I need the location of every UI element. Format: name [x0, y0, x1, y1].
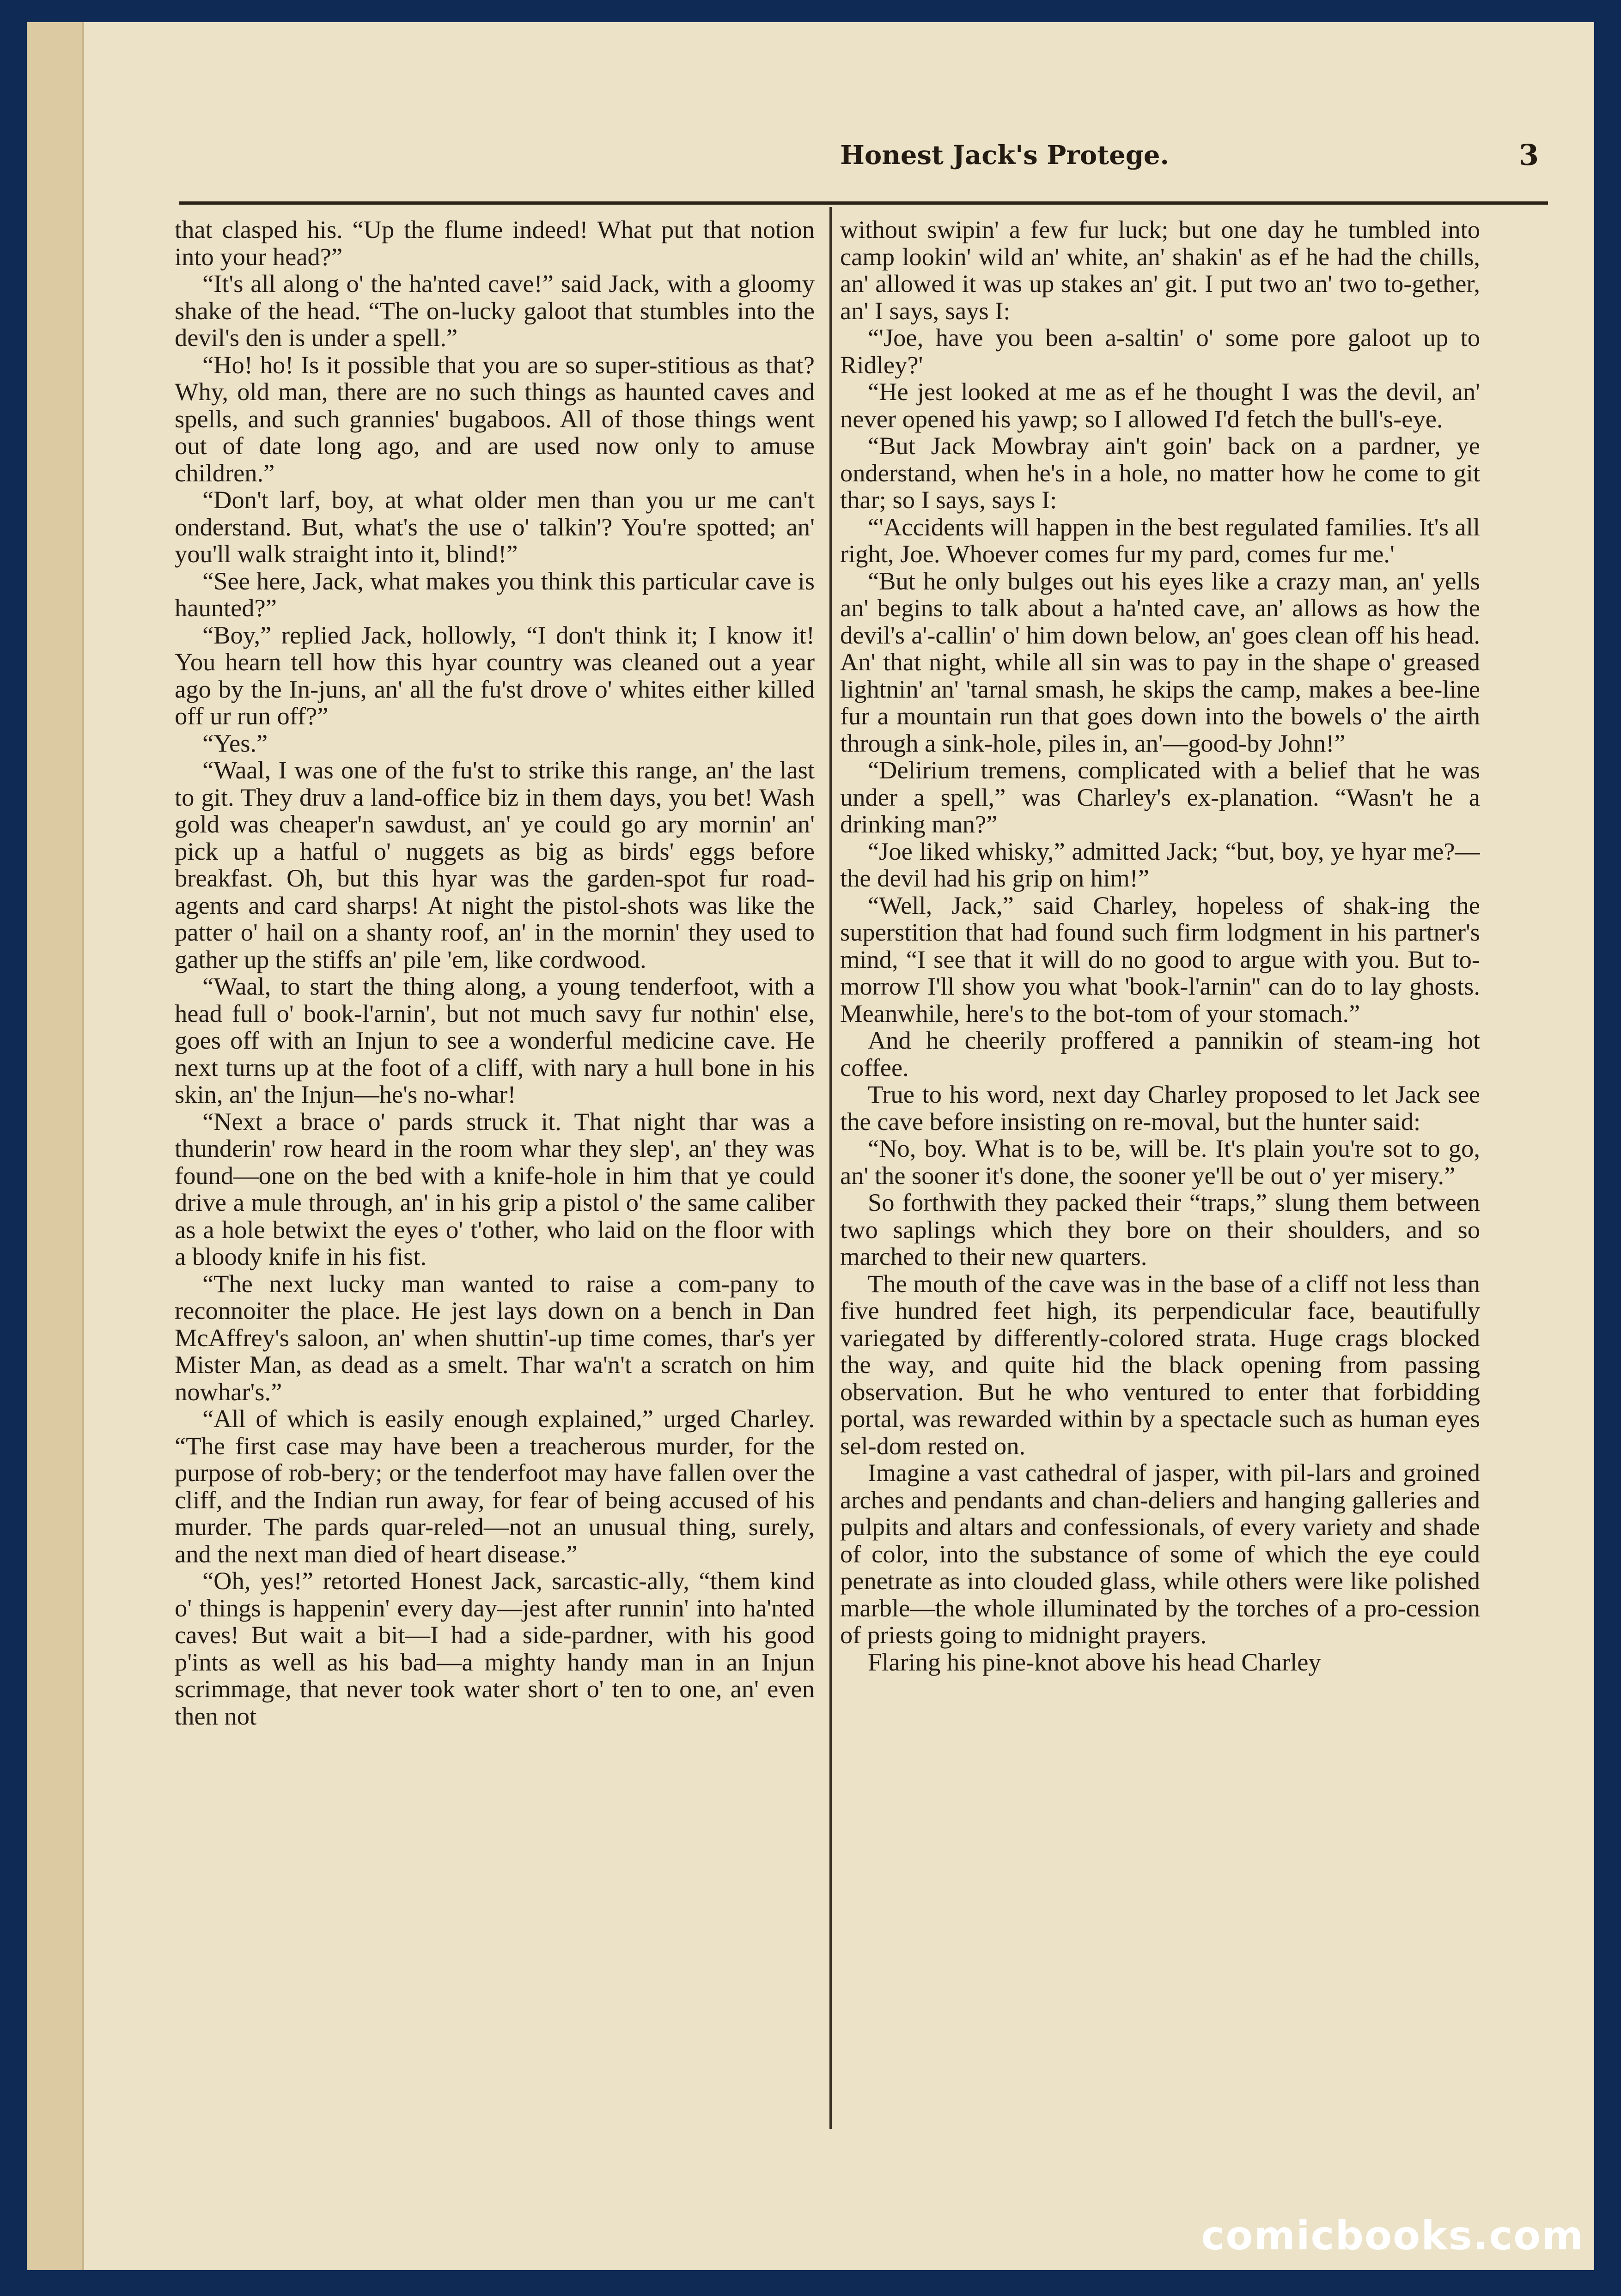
paragraph: “Next a brace o' pards struck it. That night thar was a thunderin' row heard in the room whar they slep', an' they was found—one on the bed with a knife-hole in him that ye could drive a mule through, an' in his grip a pistol o' the same caliber as a hole betwixt the eyes o' t'other, who laid on the floor with a bloody knife in his fist. — [175, 1107, 815, 1270]
paragraph: without swipin' a few fur luck; but one day he tumbled into camp lookin' wild an' white, an' shakin' as ef he had the chills, an' allowed it was up stakes an' git. I put two an' two to-gether, an' I says, says I: — [840, 216, 1480, 325]
paragraph: “No, boy. What is to be, will be. It's plain you're sot to go, an' the sooner it's done, the sooner ye'll be out o' yer misery.” — [840, 1134, 1480, 1190]
paragraph: “Waal, I was one of the fu'st to strike this range, an' the last to git. They druv a land-office biz in them days, you bet! Wash gold was cheaper'n sawdust, an' ye could go ary mornin' an' pick up a hatful o' nuggets as big as birds' eggs before breakfast. Oh, but this hyar was the garden-spot fur road-agents and card sharps! At night the pistol-shots was like the patter o' hail on a shanty roof, an' in the mornin' they used to gather up the stiffs an' pile 'em, like cordwood. — [175, 756, 815, 973]
paragraph: “But Jack Mowbray ain't goin' back on a pardner, ye onderstand, when he's in a hole, no matter how he come to git thar; so I says, says I: — [840, 431, 1480, 514]
paragraph: “Don't larf, boy, at what older men than you ur me can't onderstand. But, what's the use o' talkin'? You're spotted; an' you'll walk straight into it, blind!” — [175, 486, 815, 568]
paragraph: that clasped his. “Up the flume indeed! What put that notion into your head?” — [175, 216, 815, 271]
paragraph: “All of which is easily enough explained,” urged Charley. “The first case may have been a treacherous murder, for the purpose of rob-bery; or the tenderfoot may have fallen over the cliff, and the Indian run away, for fear of being accused of his murder. The pards quar-reled—not an unusual thing, surely, and the next man died of heart disease.” — [175, 1404, 815, 1568]
paragraph: “It's all along o' the ha'nted cave!” said Jack, with a gloomy shake of the head. “The on-lucky galoot that stumbles into the devil's den is under a spell.” — [175, 269, 815, 352]
paragraph: “Boy,” replied Jack, hollowly, “I don't think it; I know it! You hearn tell how this hyar country was cleaned out a year ago by the In-juns, an' all the fu'st drove o' whites either killed off ur run off?” — [175, 620, 815, 730]
paragraph: “Joe liked whisky,” admitted Jack; “but, boy, ye hyar me?—the devil had his grip on him!” — [840, 837, 1480, 892]
paragraph: “Delirium tremens, complicated with a belief that he was under a spell,” was Charley's ex-planation. “Wasn't he a drinking man?” — [840, 756, 1480, 838]
paragraph: True to his word, next day Charley proposed to let Jack see the cave before insisting on re-moval, but the hunter said: — [840, 1080, 1480, 1136]
paragraph: Imagine a vast cathedral of jasper, with pil-lars and groined arches and pendants and chan-deliers and hanging galleries and pulpits and altars and confessionals, of every variety and shade of color, into the substance of some of which the eye could penetrate as into clouded glass, while others were like polished marble—the whole illuminated by the torches of a pro-cession of priests going to midnight prayers. — [840, 1458, 1480, 1649]
running-title: Honest Jack's Protege. — [840, 140, 1170, 170]
magazine-page — [27, 22, 1594, 2270]
page-number: 3 — [1518, 138, 1539, 172]
page-spine-edge — [27, 22, 84, 2270]
paragraph: “Waal, to start the thing along, a young tenderfoot, with a head full o' book-l'arnin', but not much savy fur nothin' else, goes off with an Injun to see a wonderful medicine cave. He next turns up at the foot of a cliff, with nary a hull bone in his skin, an' the Injun—he's no-whar! — [175, 972, 815, 1108]
paragraph: “Well, Jack,” said Charley, hopeless of shak-ing the superstition that had found such firm lodgment in his partner's mind, “I see that it will do no good to argue with you. But to-morrow I'll show you what 'book-l'arnin'' can do to lay ghosts. Meanwhile, here's to the bot-tom of your stomach.” — [840, 891, 1480, 1027]
paragraph: The mouth of the cave was in the base of a cliff not less than five hundred feet high, its perpendicular face, beautifully variegated by differently-colored strata. Huge crags blocked the way, and quite hid the black opening from passing observation. But he who ventured to enter that forbidding portal, was rewarded within by a spectacle such as human eyes sel-dom rested on. — [840, 1269, 1480, 1460]
site-watermark: comicbooks.com — [1201, 2213, 1584, 2259]
paragraph: “He jest looked at me as ef he thought I was the devil, an' never opened his yawp; so I allowed I'd fetch the bull's-eye. — [840, 377, 1480, 433]
paragraph: “But he only bulges out his eyes like a crazy man, an' yells an' begins to talk about a ha'nted cave, an' allows as how the devil's a'-callin' o' him down below, an' goes clean off his head. An' that night, while all sin was to pay in the shape o' greased lightnin' an' 'tarnal smash, he skips the camp, makes a bee-line fur a mountain run that goes down into the bowels o' the airth through a sink-hole, piles in, an'—good-by John!” — [840, 566, 1480, 757]
paragraph: So forthwith they packed their “traps,” slung them between two saplings which they bore on their shoulders, and so marched to their new quarters. — [840, 1188, 1480, 1270]
paragraph: “The next lucky man wanted to raise a com-pany to reconnoiter the place. He jest lays down on a bench in Dan McAffrey's saloon, an' when shuttin'-up time comes, thar's yer Mister Man, as dead as a smelt. Thar wa'n't a scratch on him nowhar's.” — [175, 1269, 815, 1406]
paragraph: “Yes.” — [202, 729, 268, 757]
page-header — [179, 140, 1553, 186]
paragraph: “Oh, yes!” retorted Honest Jack, sarcastic-ally, “them kind o' things is happenin' every day—jest after runnin' into ha'nted caves! But wait a bit—I had a side-pardner, with his good p'ints as well as his bad—a mighty handy man in an Injun scrimmage, that never took water short o' ten to one, an' even then not — [175, 1567, 815, 1730]
left-column — [175, 216, 815, 2133]
paragraph: “Ho! ho! Is it possible that you are so super-stitious as that? Why, old man, there are no such things as haunted caves and spells, and such grannies' bugaboos. All of those things went out of date long ago, and are used now only to amuse children.” — [175, 350, 815, 487]
right-column — [840, 216, 1480, 2133]
paragraph: “'Accidents will happen in the best regulated families. It's all right, Joe. Whoever comes fur my pard, comes fur me.' — [840, 512, 1480, 568]
paragraph: Flaring his pine-knot above his head Charley — [867, 1647, 1321, 1676]
header-rule — [179, 201, 1548, 205]
column-divider — [829, 207, 832, 2129]
paragraph: “See here, Jack, what makes you think this particular cave is haunted?” — [175, 566, 815, 622]
paragraph: And he cheerily proffered a pannikin of steam-ing hot coffee. — [840, 1026, 1480, 1081]
paragraph: “'Joe, have you been a-saltin' o' some pore galoot up to Ridley?' — [840, 323, 1480, 379]
